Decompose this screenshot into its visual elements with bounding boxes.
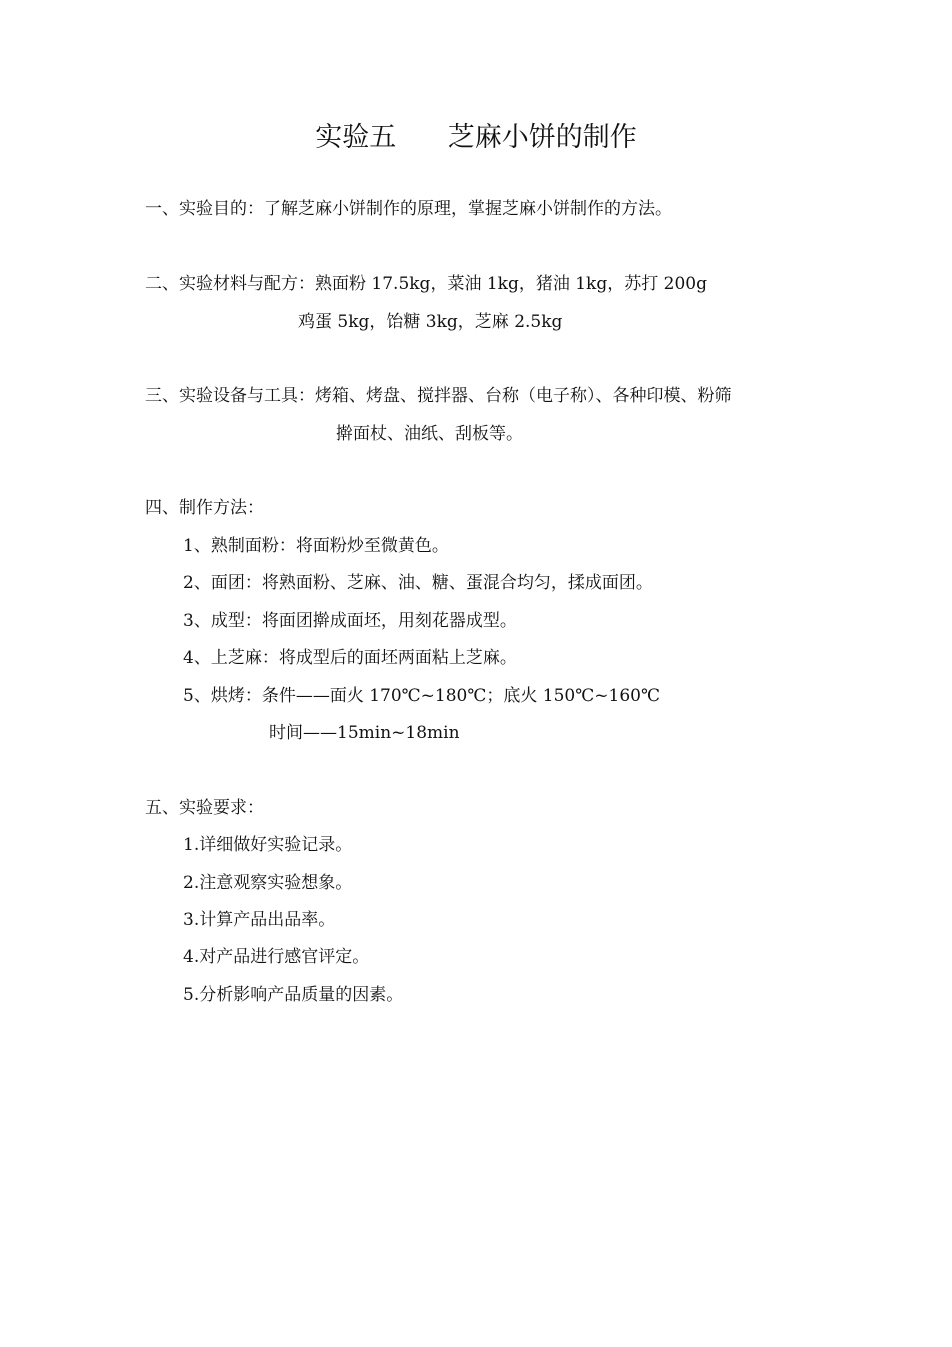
equipment-line-2: 擀面杖、油纸、刮板等。 [336, 424, 523, 444]
requirements-heading: 五、实验要求： [145, 798, 264, 818]
materials-line-2: 鸡蛋 5kg，饴糖 3kg，芝麻 2.5kg [298, 312, 563, 332]
materials-line-1: 二、实验材料与配方：熟面粉 17.5kg，菜油 1kg，猪油 1kg，苏打 200g [145, 274, 707, 294]
method-step: 3、成型：将面团擀成面坯，用刻花器成型。 [183, 611, 517, 631]
requirement-item: 3.计算产品出品率。 [183, 910, 336, 930]
requirement-item: 1.详细做好实验记录。 [183, 835, 353, 855]
equipment-line-1: 三、实验设备与工具：烤箱、烤盘、搅拌器、台称（电子称）、各种印模、粉筛 [145, 386, 732, 406]
method-step-continuation: 时间——15min~18min [269, 723, 460, 743]
method-step: 2、面团：将熟面粉、芝麻、油、糖、蛋混合均匀，揉成面团。 [183, 573, 653, 593]
document-title: 实验五 芝麻小饼的制作 [315, 122, 637, 153]
method-step: 4、上芝麻：将成型后的面坯两面粘上芝麻。 [183, 648, 517, 668]
requirement-item: 2.注意观察实验想象。 [183, 873, 353, 893]
method-step: 1、熟制面粉：将面粉炒至微黄色。 [183, 536, 449, 556]
method-heading: 四、制作方法： [145, 498, 264, 518]
requirement-item: 4.对产品进行感官评定。 [183, 947, 370, 967]
requirement-item: 5.分析影响产品质量的因素。 [183, 985, 404, 1005]
purpose-text: 一、实验目的：了解芝麻小饼制作的原理，掌握芝麻小饼制作的方法。 [145, 199, 672, 219]
method-step: 5、烘烤：条件——面火 170℃~180℃；底火 150℃~160℃ [183, 686, 660, 706]
